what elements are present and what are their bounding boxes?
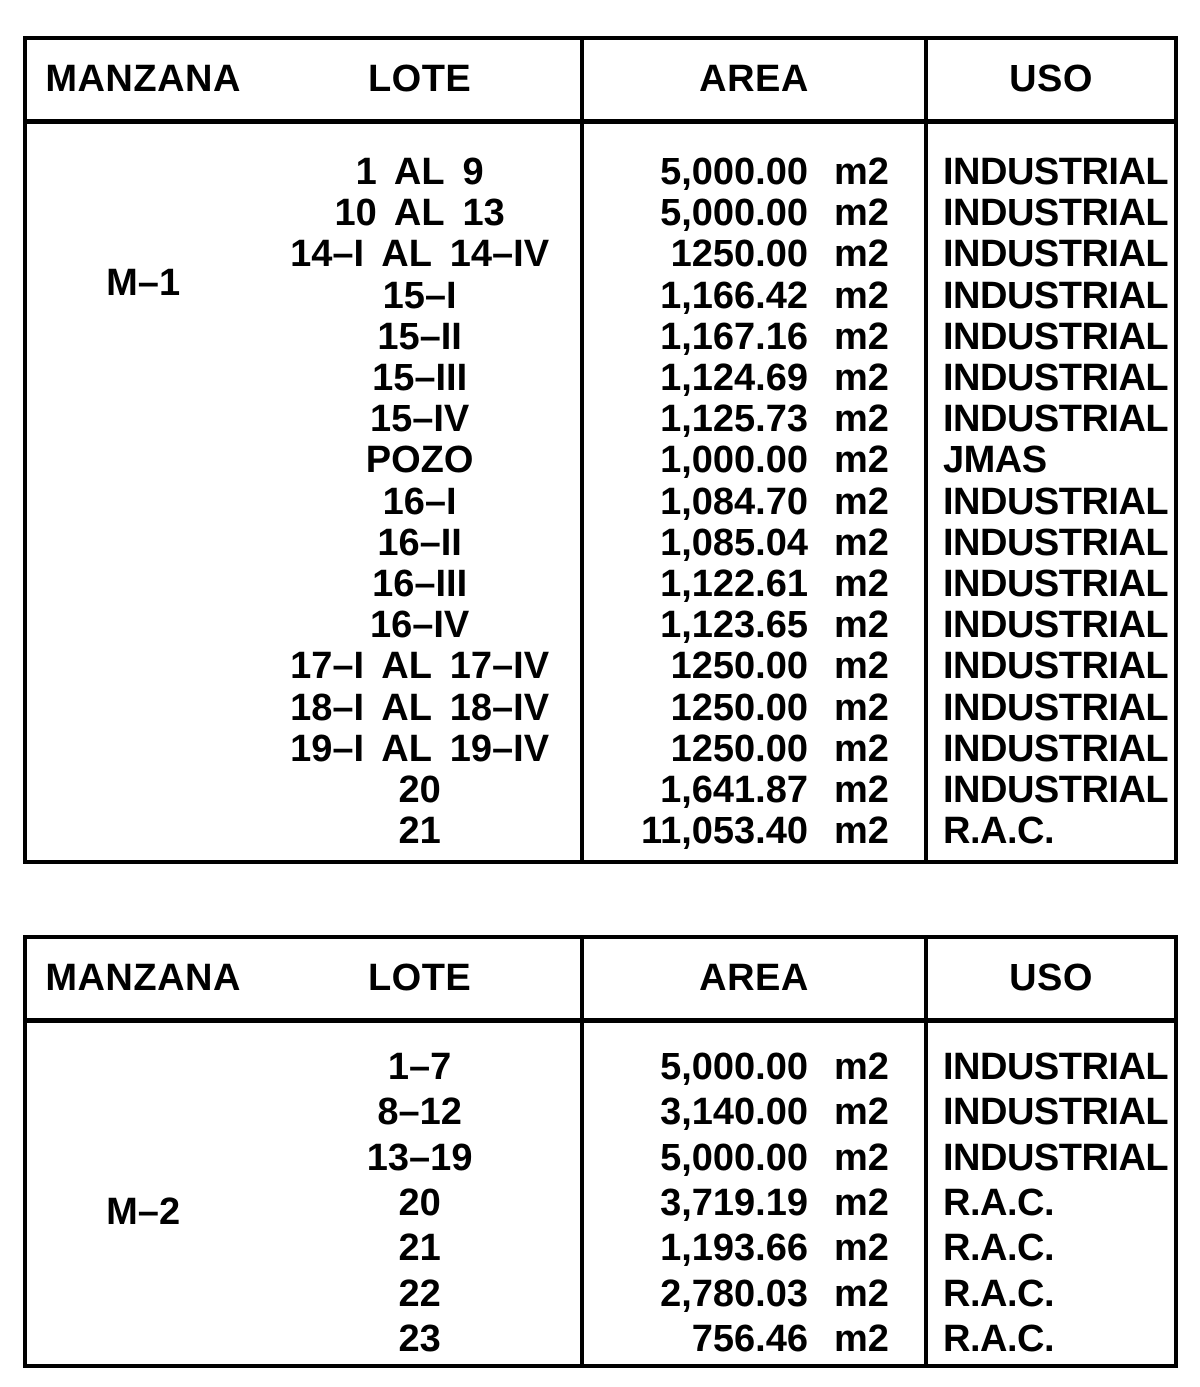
area-cell [584, 399, 924, 440]
area-value: 5,000.00 [660, 192, 808, 235]
uso-cell: INDUSTRIAL [943, 1091, 1169, 1134]
area-cell [584, 152, 924, 193]
column-header-area: AREA [699, 957, 809, 999]
area-unit: m2 [834, 810, 889, 853]
lote-cell: 16–IV [369, 604, 470, 647]
uso-cell: JMAS [943, 439, 1047, 482]
lote-cell: POZO [365, 439, 474, 482]
area-value: 1,084.70 [660, 480, 808, 523]
area-value: 1250.00 [670, 686, 808, 729]
lote-cell: 18–I AL 18–IV [290, 686, 550, 729]
uso-column [928, 124, 1174, 860]
lote-cell: 1–7 [387, 1046, 452, 1089]
area-value: 1,124.69 [660, 357, 808, 400]
uso-cell: INDUSTRIAL [943, 768, 1169, 811]
lote-cell: 15–IV [369, 398, 470, 441]
area-unit: m2 [834, 1227, 889, 1270]
area-cell [584, 276, 924, 317]
area-unit: m2 [834, 480, 889, 523]
area-unit: m2 [834, 521, 889, 564]
column-header-uso: USO [1009, 58, 1093, 100]
lote-cell: 10 AL 13 [334, 192, 505, 235]
area-cell [584, 1045, 924, 1090]
area-unit: m2 [834, 1182, 889, 1225]
lote-cell: 23 [398, 1317, 441, 1360]
lote-cell: 15–III [372, 357, 468, 400]
lot-table-m1 [23, 36, 1178, 864]
area-unit: m2 [834, 151, 889, 194]
uso-cell: INDUSTRIAL [943, 521, 1169, 564]
uso-list [928, 1023, 1174, 1362]
column-header-manzana: MANZANA [45, 957, 241, 999]
column-header-manzana: MANZANA [45, 58, 241, 100]
lote-cell: 21 [398, 1227, 441, 1270]
area-list [584, 1023, 924, 1362]
area-unit: m2 [834, 1091, 889, 1134]
area-value: 1,085.04 [660, 521, 808, 564]
area-unit: m2 [834, 1272, 889, 1315]
area-cell [584, 687, 924, 728]
lot-table-m2 [23, 935, 1178, 1368]
area-cell [584, 440, 924, 481]
area-value: 1250.00 [670, 233, 808, 276]
lote-cell: 21 [398, 810, 441, 853]
area-value: 5,000.00 [660, 1046, 808, 1089]
area-unit: m2 [834, 398, 889, 441]
column-header-uso: USO [1009, 957, 1093, 999]
uso-cell: INDUSTRIAL [943, 357, 1169, 400]
area-cell [584, 811, 924, 852]
uso-cell: INDUSTRIAL [943, 727, 1169, 770]
area-value: 1,123.65 [660, 604, 808, 647]
area-cell [584, 317, 924, 358]
uso-cell: R.A.C. [943, 1317, 1054, 1360]
area-value: 1250.00 [670, 727, 808, 770]
area-unit: m2 [834, 768, 889, 811]
uso-cell: INDUSTRIAL [943, 151, 1169, 194]
column-header-area: AREA [699, 58, 809, 100]
lot-table-m1-body [27, 124, 1174, 860]
header-cell-uso [928, 40, 1174, 119]
uso-cell: INDUSTRIAL [943, 686, 1169, 729]
uso-cell: R.A.C. [943, 1272, 1054, 1315]
area-unit: m2 [834, 1317, 889, 1360]
area-cell [584, 1181, 924, 1226]
area-cell [584, 482, 924, 523]
area-cell [584, 523, 924, 564]
manzana-label: M–2 [106, 1191, 181, 1233]
uso-cell: INDUSTRIAL [943, 192, 1169, 235]
area-unit: m2 [834, 357, 889, 400]
area-value: 1,641.87 [660, 768, 808, 811]
area-value: 1250.00 [670, 645, 808, 688]
uso-cell: INDUSTRIAL [943, 645, 1169, 688]
area-unit: m2 [834, 1136, 889, 1179]
area-value: 5,000.00 [660, 1136, 808, 1179]
uso-cell: INDUSTRIAL [943, 604, 1169, 647]
lote-cell: 15–I [382, 274, 457, 317]
area-value: 1,122.61 [660, 562, 808, 605]
lote-cell: 16–II [377, 521, 462, 564]
uso-cell: INDUSTRIAL [943, 315, 1169, 358]
uso-cell: INDUSTRIAL [943, 274, 1169, 317]
area-cell [584, 1226, 924, 1271]
lote-cell: 16–III [372, 562, 468, 605]
area-cell [584, 1271, 924, 1316]
manzana-lote-column [27, 124, 584, 860]
area-value: 2,780.03 [660, 1272, 808, 1315]
uso-cell: R.A.C. [943, 810, 1054, 853]
area-cell [584, 1317, 924, 1362]
lote-cell: 20 [398, 768, 441, 811]
uso-cell: INDUSTRIAL [943, 480, 1169, 523]
header-cell-manzana-lote [27, 939, 584, 1018]
area-value: 1,125.73 [660, 398, 808, 441]
area-cell [584, 193, 924, 234]
lote-cell: 19–I AL 19–IV [290, 727, 550, 770]
area-unit: m2 [834, 686, 889, 729]
area-cell [584, 1090, 924, 1135]
area-unit: m2 [834, 315, 889, 358]
uso-cell: INDUSTRIAL [943, 562, 1169, 605]
area-value: 756.46 [691, 1317, 808, 1360]
column-header-lote: LOTE [367, 58, 472, 100]
header-cell-uso [928, 939, 1174, 1018]
area-column [584, 1023, 928, 1364]
lot-table-m2-header [27, 939, 1174, 1023]
manzana-label: M–1 [106, 262, 181, 304]
area-value: 1,166.42 [660, 274, 808, 317]
manzana-lote-column [27, 1023, 584, 1364]
uso-list [928, 124, 1174, 852]
area-unit: m2 [834, 233, 889, 276]
area-cell [584, 234, 924, 275]
area-unit: m2 [834, 1046, 889, 1089]
area-unit: m2 [834, 604, 889, 647]
lot-table-m2-body [27, 1023, 1174, 1364]
area-value: 11,053.40 [641, 810, 808, 853]
uso-cell: R.A.C. [943, 1182, 1054, 1225]
uso-cell: R.A.C. [943, 1227, 1054, 1270]
area-unit: m2 [834, 562, 889, 605]
lote-cell: 20 [398, 1182, 441, 1225]
lote-cell: 13–19 [366, 1136, 473, 1179]
area-cell [584, 770, 924, 811]
lot-table-m1-header [27, 40, 1174, 124]
area-value: 1,000.00 [660, 439, 808, 482]
lote-cell: 16–I [382, 480, 457, 523]
area-cell [584, 564, 924, 605]
lote-cell: 15–II [377, 315, 462, 358]
area-unit: m2 [834, 727, 889, 770]
area-unit: m2 [834, 274, 889, 317]
uso-column [928, 1023, 1174, 1364]
header-cell-area [584, 40, 928, 119]
area-unit: m2 [834, 645, 889, 688]
area-list [584, 124, 924, 852]
lote-cell: 14–I AL 14–IV [290, 233, 550, 276]
area-cell [584, 1136, 924, 1181]
column-header-lote: LOTE [367, 957, 472, 999]
uso-cell: INDUSTRIAL [943, 398, 1169, 441]
lote-cell: 17–I AL 17–IV [290, 645, 550, 688]
area-value: 3,719.19 [660, 1182, 808, 1225]
area-unit: m2 [834, 439, 889, 482]
lote-column [259, 1023, 580, 1362]
area-cell [584, 605, 924, 646]
uso-cell: INDUSTRIAL [943, 233, 1169, 276]
uso-cell: INDUSTRIAL [943, 1046, 1169, 1089]
area-cell [584, 729, 924, 770]
lote-cell: 1 AL 9 [355, 151, 484, 194]
lote-column [259, 124, 580, 852]
area-value: 5,000.00 [660, 151, 808, 194]
uso-cell: INDUSTRIAL [943, 1136, 1169, 1179]
area-cell [584, 646, 924, 687]
lote-cell: 22 [398, 1272, 441, 1315]
area-cell [584, 358, 924, 399]
lote-cell: 8–12 [377, 1091, 462, 1134]
area-value: 3,140.00 [660, 1091, 808, 1134]
area-column [584, 124, 928, 860]
area-value: 1,193.66 [660, 1227, 808, 1270]
header-cell-area [584, 939, 928, 1018]
area-unit: m2 [834, 192, 889, 235]
area-value: 1,167.16 [660, 315, 808, 358]
header-cell-manzana-lote [27, 40, 584, 119]
